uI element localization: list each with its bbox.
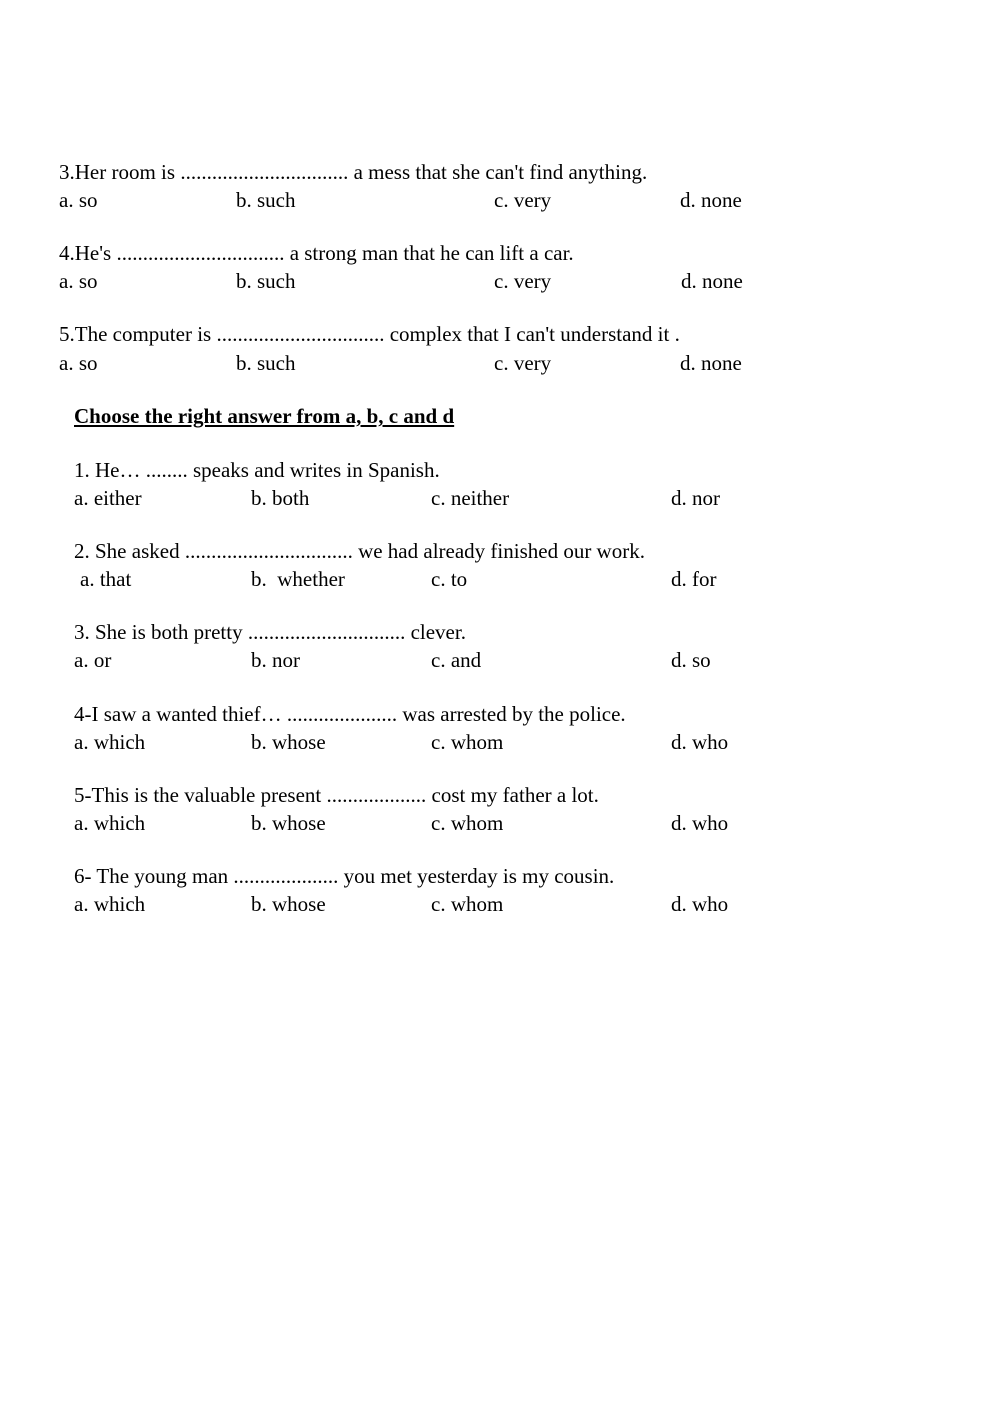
question-stem: 4.He's ................................ a strong man that he can lift a car. <box>59 241 574 265</box>
option-c: c. whom <box>431 730 504 754</box>
question-stem: 3.Her room is ................................ a mess that she can't find anything. <box>59 160 648 184</box>
option-b: b. whose <box>251 892 326 916</box>
question-stem: 6- The young man .................... you met yesterday is my cousin. <box>74 864 615 888</box>
option-b: b. such <box>236 351 296 375</box>
section-heading: Choose the right answer from a, b, c and d <box>74 404 455 428</box>
option-c: c. very <box>494 269 552 293</box>
option-d: d. who <box>671 811 729 835</box>
option-b: b. nor <box>251 648 300 672</box>
option-c: c. whom <box>431 892 504 916</box>
option-d: d. none <box>680 188 742 212</box>
option-a: a. which <box>74 811 146 835</box>
option-d: d. for <box>671 567 717 591</box>
option-a: a. or <box>74 648 112 672</box>
option-c: c. to <box>431 567 468 591</box>
option-b: b. whose <box>251 730 326 754</box>
option-b: b. such <box>236 269 296 293</box>
question-stem: 5.The computer is ................................ complex that I can't understand it . <box>59 322 680 346</box>
option-d: d. nor <box>671 486 720 510</box>
option-a: a. either <box>74 486 142 510</box>
option-c: c. and <box>431 648 482 672</box>
option-d: d. who <box>671 730 729 754</box>
option-a: a. which <box>74 892 146 916</box>
option-a: a. so <box>59 351 98 375</box>
question-stem: 4-I saw a wanted thief… ..................... was arrested by the police. <box>74 702 626 726</box>
option-a: a. which <box>74 730 146 754</box>
option-b: b. whether <box>251 567 345 591</box>
option-b: b. such <box>236 188 296 212</box>
question-stem: 3. She is both pretty .............................. clever. <box>74 620 466 644</box>
option-c: c. very <box>494 188 552 212</box>
option-d: d. none <box>681 269 743 293</box>
option-d: d. who <box>671 892 729 916</box>
option-b: b. whose <box>251 811 326 835</box>
option-d: d. so <box>671 648 711 672</box>
option-a: a. that <box>80 567 132 591</box>
question-stem: 5-This is the valuable present ................... cost my father a lot. <box>74 783 599 807</box>
option-a: a. so <box>59 188 98 212</box>
question-stem: 2. She asked ................................ we had already finished our work. <box>74 539 645 563</box>
question-stem: 1. He… ........ speaks and writes in Spanish. <box>74 458 440 482</box>
option-c: c. neither <box>431 486 510 510</box>
option-c: c. whom <box>431 811 504 835</box>
option-b: b. both <box>251 486 310 510</box>
option-a: a. so <box>59 269 98 293</box>
option-c: c. very <box>494 351 552 375</box>
option-d: d. none <box>680 351 742 375</box>
